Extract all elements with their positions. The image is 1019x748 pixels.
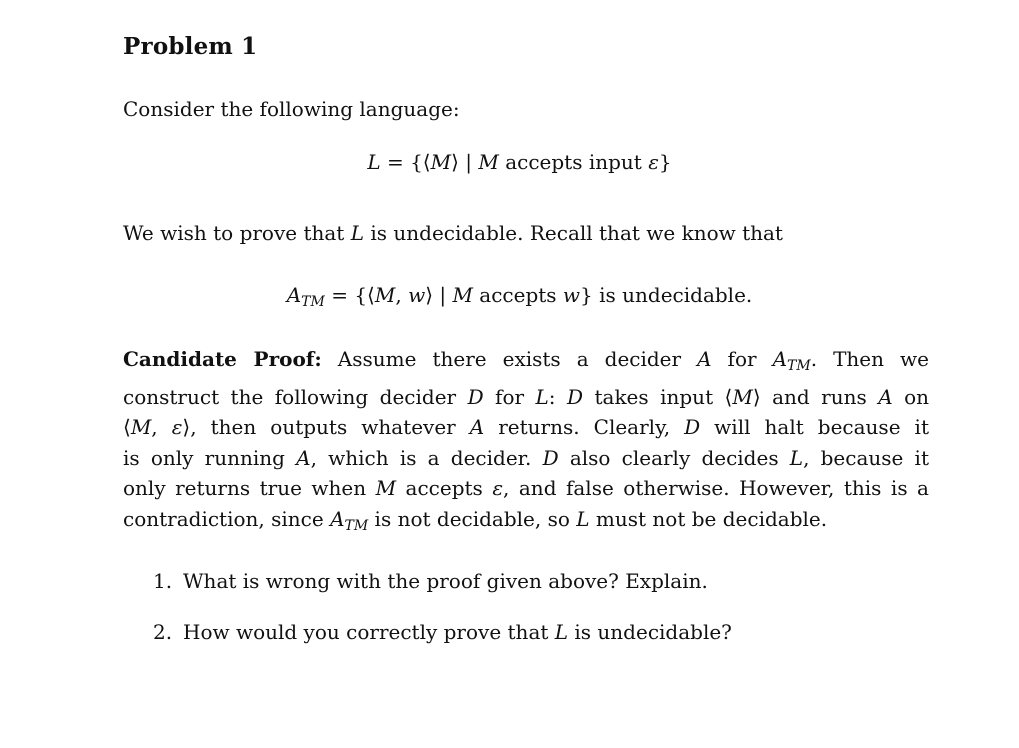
candidate-proof (123, 344, 929, 541)
proof-line: contradiction, since $A_{TM}$ is not decidable, so L must not be decidable. (123, 506, 828, 534)
proof-line: Candidate Proof: Assume there exists a decider A for $A_{TM}$. Then we (123, 347, 929, 374)
atm-definition: $A_{TM}$ = {⟨M, w⟩ | M accepts w} is undecidable. (286, 283, 753, 310)
intro-text: Consider the following language: (123, 97, 460, 121)
proof-line: is only running A, which is a decider. D also clearly decides L, because it (123, 445, 929, 470)
language-definition: L = {⟨M⟩ | M accepts input ε} (367, 150, 672, 174)
question-2: 2. How would you correctly prove that L is undecidable? (153, 620, 732, 644)
question-1: 1. What is wrong with the proof given above? Explain. (153, 569, 708, 593)
proof-line: ⟨M, ε⟩, then outputs whatever A returns. Clearly, D will halt because it (123, 415, 929, 439)
proof-line: construct the following decider D for L: D takes input ⟨M⟩ and runs A on (123, 384, 930, 409)
problem-heading: Problem 1 (123, 33, 258, 60)
proof-label: Candidate Proof: (123, 347, 322, 371)
proof-line: only returns true when M accepts ε, and false otherwise. However, this is a (123, 476, 929, 500)
goal-text: We wish to prove that L is undecidable. Recall that we know that (123, 221, 783, 245)
